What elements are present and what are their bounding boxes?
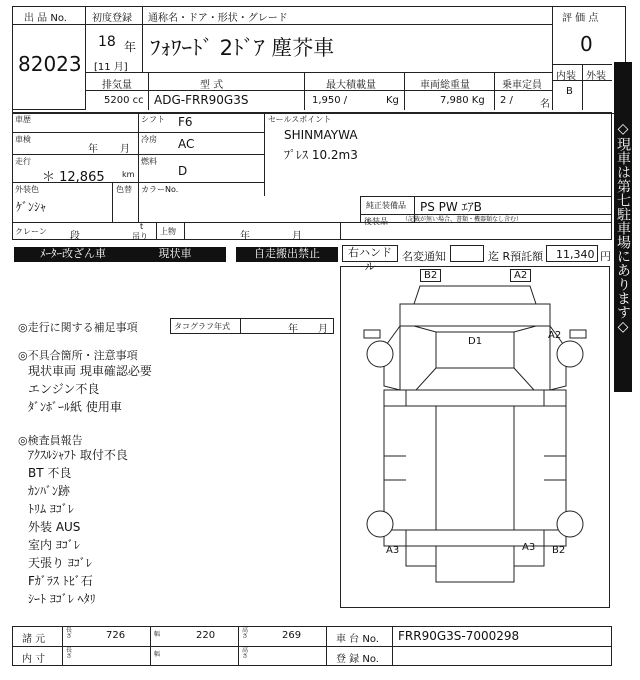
- weight-label: 車両総重量: [420, 80, 470, 91]
- damage-mark: A3: [386, 545, 400, 556]
- inspection-month: 月: [120, 144, 130, 155]
- truck-diagram: [340, 266, 610, 608]
- sales-line2: ﾌﾟﾚｽ 10.2m3: [284, 148, 358, 162]
- badge-as-is: 現状車: [124, 247, 226, 262]
- interior-len-label: 長さ: [66, 647, 73, 660]
- damage-mark: B2: [552, 545, 566, 556]
- damage-mark: B2: [420, 269, 441, 282]
- shift-label: シフト: [141, 115, 165, 124]
- vehicle-name: ﾌｫﾜｰﾄﾞ 2ﾄﾞｱ 塵芥車: [150, 36, 335, 60]
- interior-hei-label: 高さ: [242, 647, 249, 660]
- color-value: ｹﾞﾝｼｬ: [16, 200, 47, 214]
- notes3-line: 室内 ﾖｺﾞﾚ: [28, 538, 80, 552]
- lot-label: 出 品 No.: [24, 13, 67, 24]
- badge-meter-tampered: ﾒｰﾀｰ改ざん車: [14, 247, 132, 262]
- notes3-line: ｶﾝﾊﾞﾝ跡: [28, 484, 71, 498]
- reg-no-label: 登 録 No.: [336, 654, 379, 665]
- chassis-value: FRR90G3S-7000298: [398, 629, 520, 643]
- fuel-value: D: [178, 164, 188, 178]
- dims-label: 諸 元: [22, 634, 46, 645]
- notes3-line: BT 不良: [28, 466, 72, 480]
- mileage-label: 走行: [15, 157, 31, 166]
- damage-mark: A3: [522, 542, 536, 553]
- crane-label: クレーン: [15, 227, 47, 236]
- interior-label: 内装: [556, 71, 576, 82]
- reg-label: 初度登録: [92, 13, 132, 24]
- notes3-line: Fｶﾞﾗｽ ﾄﾋﾞ石: [28, 574, 93, 588]
- model-label: 型 式: [200, 80, 224, 91]
- crane-hanging: 吊り: [132, 232, 148, 241]
- notes3-title: ◎検査員報告: [18, 434, 83, 447]
- chassis-label: 車 台 No.: [336, 634, 379, 645]
- exterior-label: 外装: [586, 71, 606, 82]
- inspection-year: 年: [88, 144, 98, 155]
- damage-mark: A2: [510, 269, 531, 282]
- equip-label: 純正装備品: [366, 201, 406, 210]
- load-unit: Kg: [386, 95, 399, 106]
- cap-label: 乗車定員: [502, 80, 542, 91]
- aftermarket-label: 後装品: [364, 217, 388, 226]
- dims-hei-label: 高さ: [242, 627, 249, 640]
- upper-label: 上物: [160, 227, 176, 236]
- dims-len-label: 長さ: [66, 627, 73, 640]
- ac-value: AC: [178, 137, 195, 151]
- interior-dims-label: 内 寸: [22, 654, 46, 665]
- interior-score: B: [566, 86, 573, 97]
- tacho-label: タコグラフ年式: [174, 322, 230, 331]
- sales-label: セールスポイント: [268, 115, 332, 124]
- dims-hei: 269: [282, 630, 302, 641]
- notes2-line: エンジン不良: [28, 382, 100, 396]
- notes3-line: ﾄﾘﾑ ﾖｺﾞﾚ: [28, 502, 74, 516]
- disp-value: 5200 cc: [104, 95, 144, 106]
- sales-line1: SHINMAYWA: [284, 128, 358, 142]
- score-label: 評 価 点: [562, 13, 599, 24]
- damage-mark: D1: [468, 336, 483, 347]
- cap-unit: 名: [540, 99, 550, 110]
- notes2-title: ◎不具合箇所・注意事項: [18, 349, 138, 362]
- inspection-label: 車検: [15, 135, 31, 144]
- history-label: 車歴: [15, 115, 31, 124]
- mileage-unit: km: [122, 170, 135, 179]
- notes3-line: ｼｰﾄ ﾖｺﾞﾚ ﾍﾀﾘ: [28, 592, 96, 606]
- crane-t: t: [140, 222, 144, 231]
- notes3-line: 天張り ﾖｺﾞﾚ: [28, 556, 92, 570]
- lot-number: 82023: [18, 52, 82, 76]
- tacho-year: 年: [288, 324, 298, 335]
- upper-year: 年: [240, 231, 250, 242]
- notes2-line: ﾀﾞﾝﾎﾞｰﾙ紙 使用車: [28, 400, 122, 414]
- shift-value: F6: [178, 115, 193, 129]
- color-code-label: 色替: [116, 185, 132, 194]
- interior-wid-label: 幅: [154, 651, 161, 658]
- load-value: 1,950 /: [312, 95, 348, 106]
- color-no-label: カラーNo.: [141, 185, 179, 194]
- color-label: 外装色: [15, 185, 39, 194]
- name-change-label: 名変通知: [402, 250, 446, 263]
- fuel-label: 燃料: [141, 157, 157, 166]
- equip-value: PS PW ｴｱB: [420, 200, 482, 214]
- notes3-line: ｱｸｽﾙｼｬﾌﾄ 取付不良: [28, 448, 128, 462]
- tax-unit: 円: [600, 250, 611, 263]
- notes2-line: 現状車両 現車確認必要: [28, 364, 152, 378]
- dims-len: 726: [106, 630, 126, 641]
- damage-mark: A2: [548, 330, 562, 341]
- disp-label: 排気量: [102, 80, 132, 91]
- load-label: 最大積載量: [326, 80, 376, 91]
- upper-month: 月: [292, 231, 302, 242]
- cap-value: 2 /: [500, 95, 513, 106]
- tax-label: 迄 R預託額: [488, 250, 544, 263]
- side-notice: ◇現車は第七駐車場にあります◇: [614, 62, 632, 392]
- reg-month: [11 月]: [94, 62, 128, 73]
- reg-year: 18: [98, 34, 116, 50]
- crane-dan: 段: [70, 231, 80, 242]
- notes3-line: 外装 AUS: [28, 520, 81, 534]
- weight-value: 7,980 Kg: [440, 95, 485, 106]
- dims-wid: 220: [196, 630, 216, 641]
- tacho-month: 月: [318, 324, 328, 335]
- reg-year-unit: 年: [124, 40, 137, 54]
- vehicle-label: 通称名・ドア・形状・グレード: [148, 13, 288, 24]
- aftermarket-note: （記載が無い場合、書類・機器類なし含む）: [402, 216, 523, 223]
- model-value: ADG-FRR90G3S: [154, 93, 249, 107]
- badge-no-self-drive: 自走搬出禁止: [236, 247, 338, 262]
- handle-badge: 右ハンドル: [342, 245, 398, 262]
- ac-label: 冷房: [141, 135, 157, 144]
- name-change-box: [450, 245, 484, 262]
- score-value: 0: [580, 32, 593, 56]
- mileage-value: ＊ 12,865: [42, 170, 105, 185]
- tax-value: 11,340: [556, 248, 595, 261]
- dims-wid-label: 幅: [154, 631, 161, 638]
- notes1-title: ◎走行に関する補足事項: [18, 321, 138, 334]
